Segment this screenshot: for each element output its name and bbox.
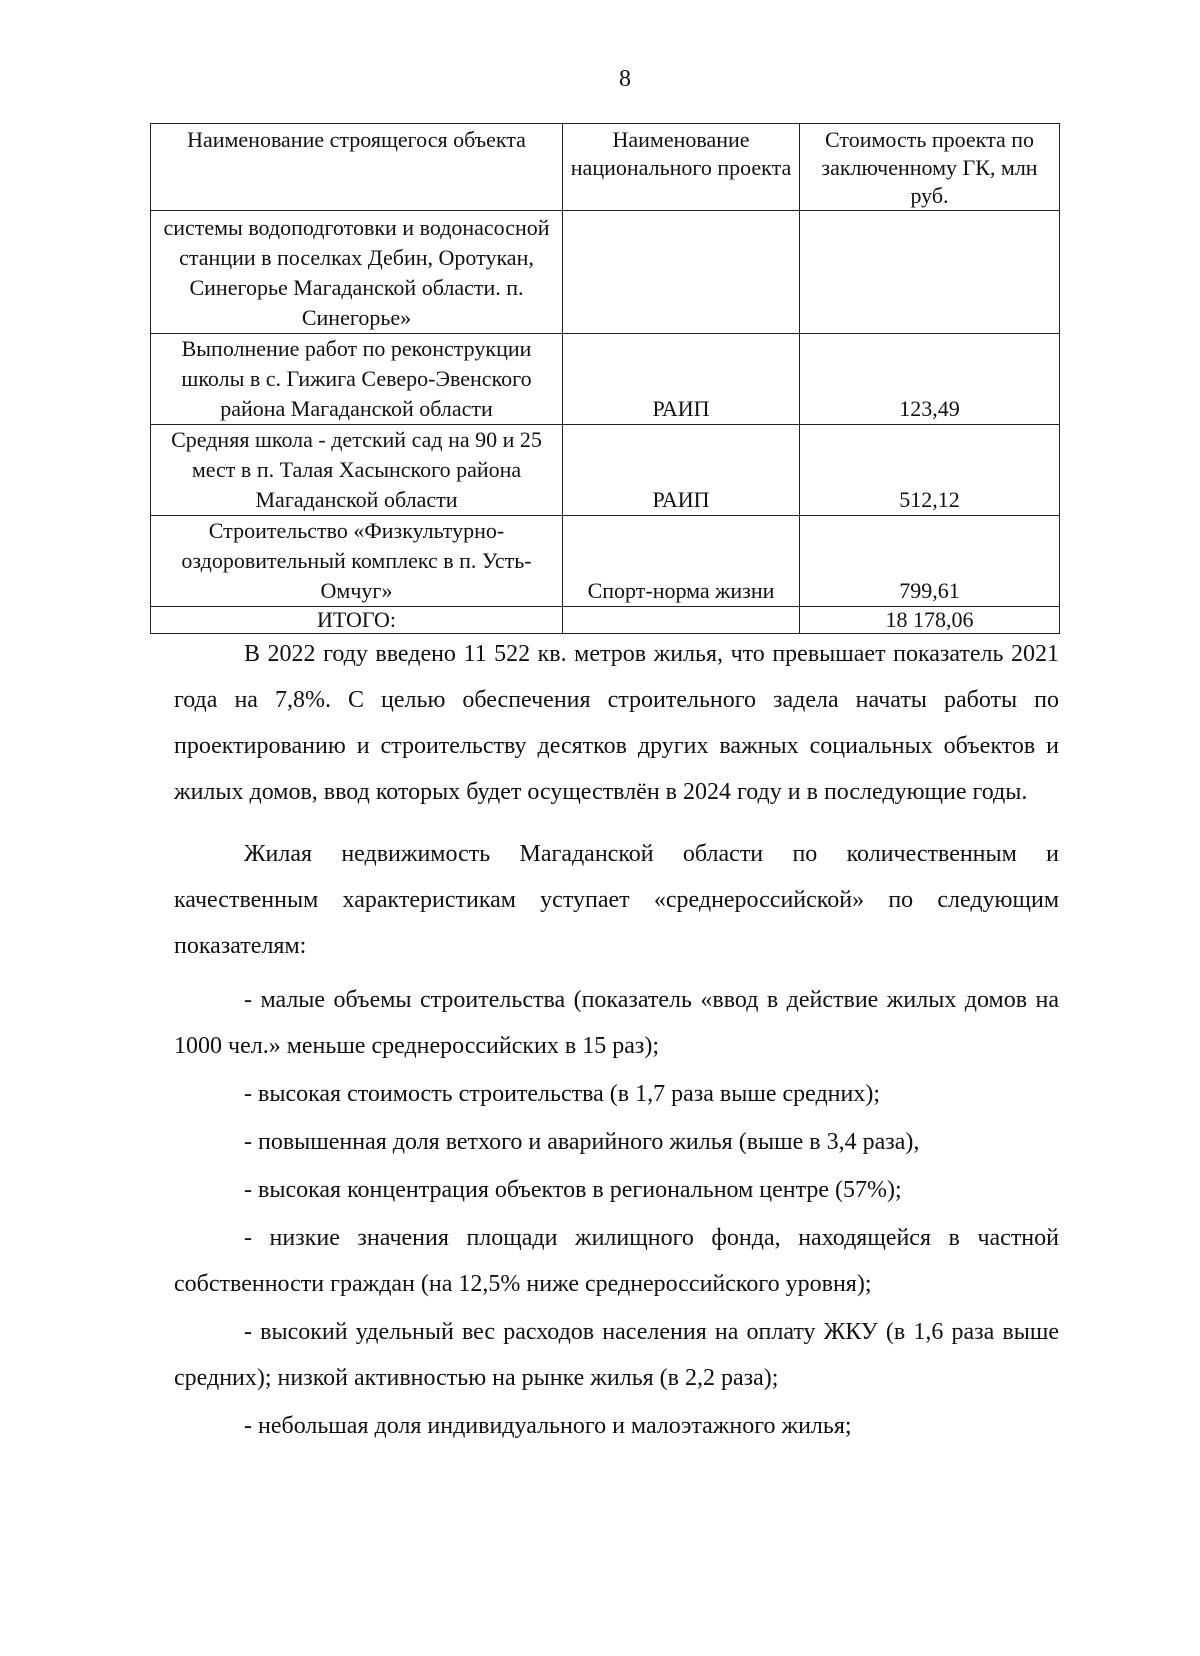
- paragraph-housing-comparison: Жилая недвижимость Магаданской области по количественным и качественным характеристикам уступает «среднероссийской» по следующим показателям:: [174, 841, 1059, 959]
- project-cost-cell: 799,61: [800, 516, 1060, 607]
- table-row: [151, 516, 1060, 607]
- total-cost: 18 178,06: [800, 607, 1060, 634]
- national-project-cell: РАИП: [563, 334, 800, 425]
- object-name-cell: Выполнение работ по реконструкции школы в с. Гижига Северо-Эвенского района Магаданской области: [151, 334, 563, 425]
- project-cost-cell: 512,12: [800, 425, 1060, 516]
- total-label: ИТОГО:: [151, 607, 563, 634]
- bullet-item: - высокий удельный вес расходов населения на оплату ЖКУ (в 1,6 раза выше средних); низкой активностью на рынке жилья (в 2,2 раза);: [174, 1319, 1059, 1391]
- table-total-row: [151, 607, 1060, 634]
- table-row: [151, 334, 1060, 425]
- bullet-item: - повышенная доля ветхого и аварийного жилья (выше в 3,4 раза),: [244, 1129, 920, 1155]
- bullet-item: - низкие значения площади жилищного фонда, находящейся в частной собственности граждан (на 12,5% ниже среднероссийского уровня);: [174, 1225, 1059, 1297]
- header-national-project: Наименование национального проекта: [563, 124, 800, 211]
- total-project-cell: [563, 607, 800, 634]
- object-name-cell: системы водоподготовки и водонасосной станции в поселках Дебин, Оротукан, Синегорье Магаданской области. п. Синегорье»: [151, 211, 563, 334]
- object-name-cell: Строительство «Физкультурно-оздоровительный комплекс в п. Усть-Омчуг»: [151, 516, 563, 607]
- bullet-item: - небольшая доля индивидуального и малоэтажного жилья;: [244, 1413, 852, 1439]
- table-row: [151, 211, 1060, 334]
- bullet-item: - высокая концентрация объектов в региональном центре (57%);: [244, 1177, 902, 1203]
- table-row: [151, 425, 1060, 516]
- national-project-cell: РАИП: [563, 425, 800, 516]
- bullet-item: - высокая стоимость строительства (в 1,7 раза выше средних);: [244, 1081, 881, 1107]
- construction-objects-table: [150, 123, 1060, 634]
- page-number: 8: [619, 66, 631, 92]
- body-text: [174, 631, 1059, 1449]
- national-project-cell: [563, 211, 800, 334]
- object-name-cell: Средняя школа - детский сад на 90 и 25 мест в п. Талая Хасынского района Магаданской области: [151, 425, 563, 516]
- bullet-item: - малые объемы строительства (показатель «ввод в действие жилых домов на 1000 чел.» меньше среднероссийских в 15 раз);: [174, 987, 1059, 1059]
- project-cost-cell: 123,49: [800, 334, 1060, 425]
- national-project-cell: Спорт-норма жизни: [563, 516, 800, 607]
- paragraph-housing-commissioned: В 2022 году введено 11 522 кв. метров жилья, что превышает показатель 2021 года на 7,8%. С целью обеспечения строительного задела начаты работы по проектированию и строительству десятков других важных социальных объектов и жилых домов, ввод которых будет осуществлён в 2024 году и в последующие годы.: [174, 641, 1059, 805]
- table-header-row: [151, 124, 1060, 211]
- project-cost-cell: [800, 211, 1060, 334]
- header-object-name: Наименование строящегося объекта: [151, 124, 563, 211]
- header-project-cost: Стоимость проекта по заключенному ГК, млн руб.: [800, 124, 1060, 211]
